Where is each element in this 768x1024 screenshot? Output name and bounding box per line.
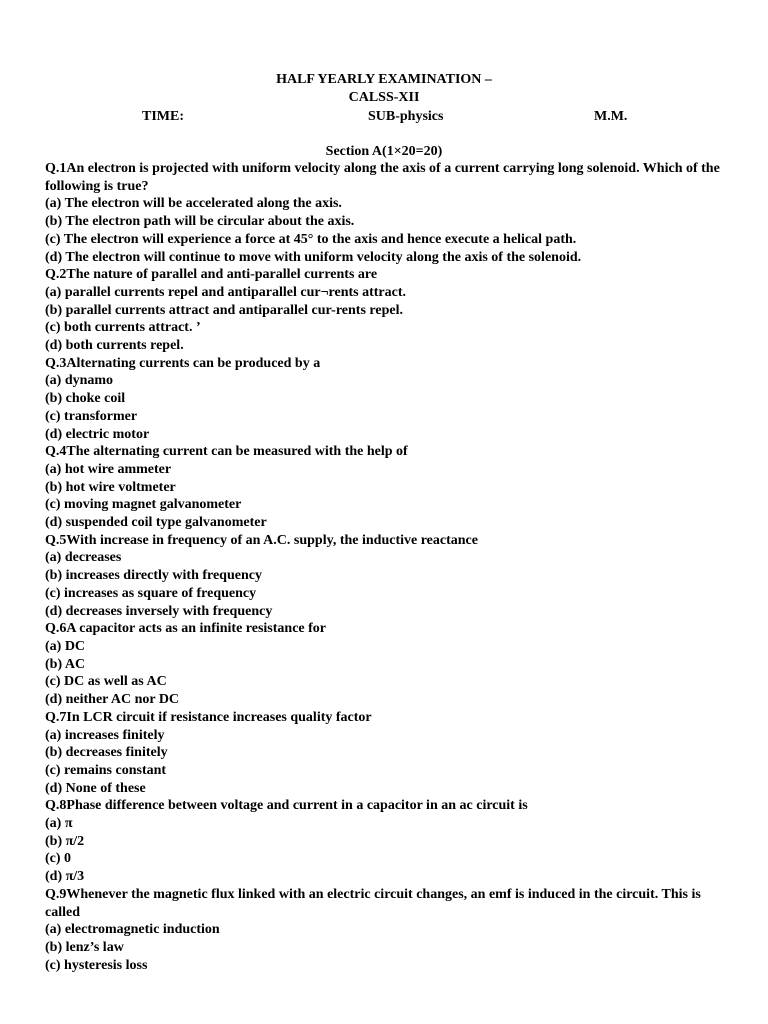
question-text: Q.2The nature of parallel and anti-parallel currents are: [45, 267, 378, 283]
question-block: [45, 886, 725, 975]
answer-option: (c) moving magnet galvanometer: [45, 497, 242, 513]
question-block: [45, 532, 725, 621]
answer-option: (b) choke coil: [45, 391, 126, 407]
answer-option: (d) None of these: [45, 780, 146, 796]
question-block: [45, 709, 725, 798]
answer-option: (c) 0: [45, 851, 72, 867]
answer-option: (d) π/3: [45, 869, 85, 885]
subject-label: SUB-physics: [368, 109, 444, 124]
exam-meta-row: [0, 108, 768, 126]
question-text: Q.4The alternating current can be measured with the help of: [45, 444, 408, 460]
answer-option: (c) DC as well as AC: [45, 674, 167, 690]
answer-option: (c) both currents attract. ’: [45, 320, 201, 336]
answer-option: (b) parallel currents attract and antiparallel cur-rents repel.: [45, 302, 403, 318]
question-text: Q.6A capacitor acts as an infinite resistance for: [45, 621, 327, 637]
question-text: Q.8Phase difference between voltage and current in a capacitor in an ac circuit is: [45, 798, 528, 814]
answer-option: (a) increases finitely: [45, 727, 165, 743]
answer-option: (a) decreases: [45, 550, 122, 566]
question-block: [45, 443, 725, 532]
answer-option: (a) π: [45, 816, 73, 832]
answer-option: (d) The electron will continue to move with uniform velocity along the axis of the solenoid.: [45, 249, 582, 265]
question-text: Q.1An electron is projected with uniform velocity along the axis of a current carrying long solenoid. Which of the following is true?: [45, 161, 720, 194]
answer-option: (b) hot wire voltmeter: [45, 479, 176, 495]
answer-option: (b) The electron path will be circular about the axis.: [45, 214, 355, 230]
question-block: [45, 620, 725, 709]
question-text: Q.5With increase in frequency of an A.C. supply, the inductive reactance: [45, 532, 478, 548]
question-text: Q.9Whenever the magnetic flux linked with an electric circuit changes, an emf is induced in the circuit. This is called: [45, 886, 701, 920]
answer-option: (b) π/2: [45, 833, 85, 849]
answer-option: (a) electromagnetic induction: [45, 922, 220, 938]
question-text: Q.7In LCR circuit if resistance increases quality factor: [45, 709, 372, 725]
exam-title: HALF YEARLY EXAMINATION –: [276, 72, 492, 87]
time-label: TIME:: [142, 109, 184, 124]
answer-option: (c) remains constant: [45, 762, 167, 778]
class-label: CALSS-XII: [348, 90, 420, 105]
answer-option: (a) parallel currents repel and antiparallel cur¬rents attract.: [45, 284, 407, 300]
max-marks-label: M.M.: [594, 109, 628, 124]
question-text: Q.3Alternating currents can be produced by a: [45, 355, 321, 371]
answer-option: (c) transformer: [45, 408, 138, 424]
answer-option: (c) The electron will experience a force at 45° to the axis and hence execute a helical path.: [45, 231, 577, 247]
answer-option: (a) The electron will be accelerated along the axis.: [45, 196, 342, 212]
question-block: [45, 797, 725, 886]
question-list: [45, 160, 725, 974]
question-block: [45, 355, 725, 444]
answer-option: (a) dynamo: [45, 373, 114, 389]
answer-option: (c) increases as square of frequency: [45, 585, 257, 601]
section-heading: Section A(1×20=20): [325, 144, 443, 159]
answer-option: (c) hysteresis loss: [45, 957, 148, 973]
answer-option: (a) DC: [45, 638, 86, 654]
answer-option: (d) suspended coil type galvanometer: [45, 515, 267, 531]
question-block: [45, 266, 725, 355]
answer-option: (b) lenz’s law: [45, 939, 124, 955]
answer-option: (d) decreases inversely with frequency: [45, 603, 273, 619]
answer-option: (d) electric motor: [45, 426, 150, 442]
answer-option: (b) AC: [45, 656, 86, 672]
answer-option: (a) hot wire ammeter: [45, 461, 172, 477]
question-block: [45, 160, 725, 266]
answer-option: (d) both currents repel.: [45, 338, 184, 354]
answer-option: (b) increases directly with frequency: [45, 568, 262, 584]
answer-option: (b) decreases finitely: [45, 745, 168, 761]
answer-option: (d) neither AC nor DC: [45, 692, 180, 708]
